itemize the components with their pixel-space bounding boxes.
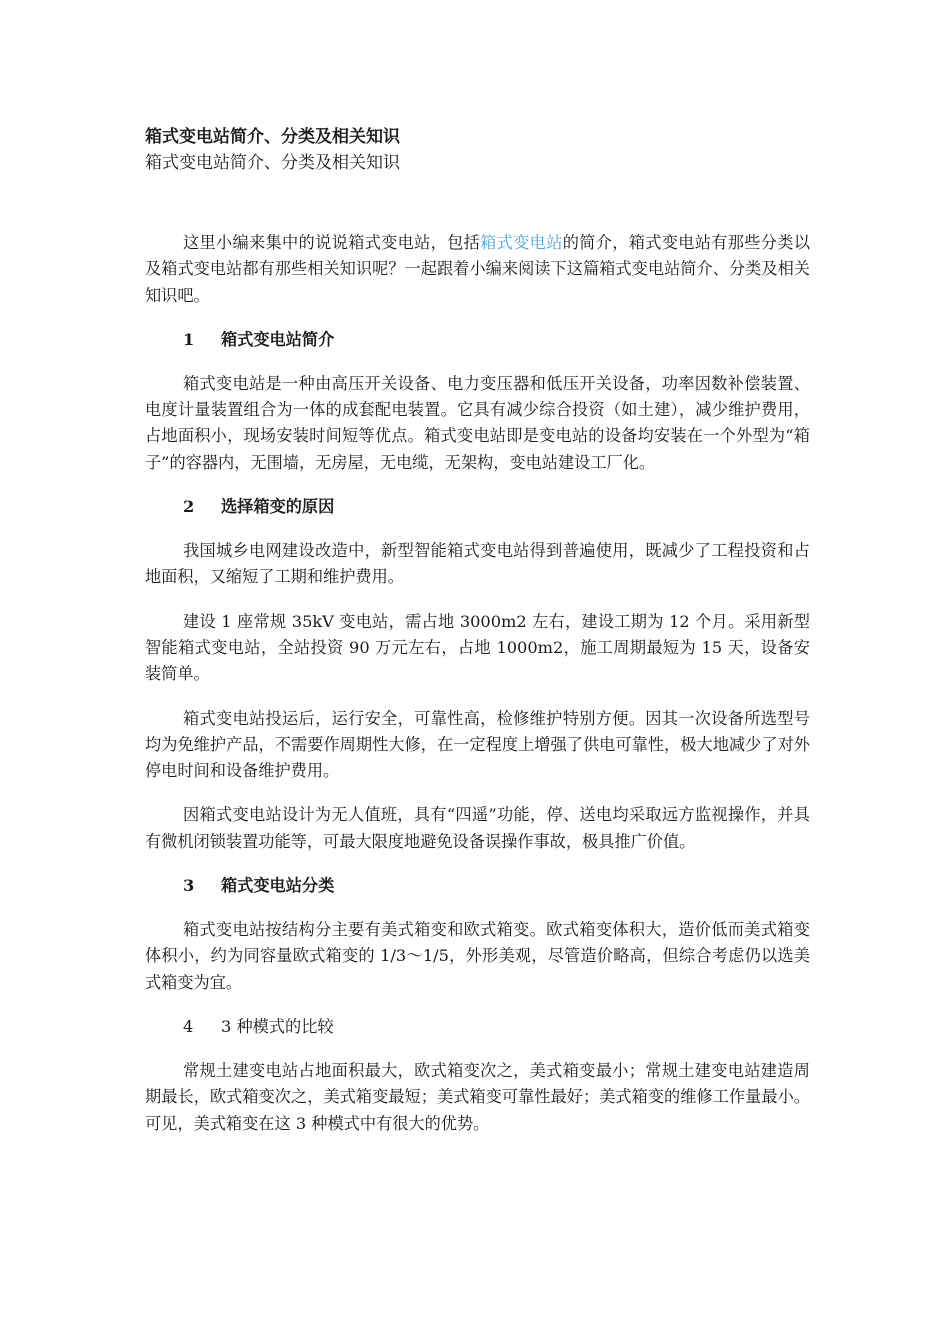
section-1-paragraph-1: 箱式变电站是一种由高压开关设备、电力变压器和低压开关设备，功率因数补偿装置、电度计量装置组合为一体的成套配电装置。它具有减少综合投资（如土建），减少维护费用，占地面积小，现场安装时间短等优点。箱式变电站即是变电站的设备均安装在一个外型为“箱子”的容器内，无围墙，无房屋，无电缆，无架构，变电站建设工厂化。 — [145, 373, 810, 472]
document-title-bold: 箱式变电站简介、分类及相关知识 — [145, 127, 400, 147]
section-1-heading — [145, 327, 810, 353]
section-3-heading — [145, 873, 810, 899]
section-4-paragraph-1: 常规土建变电站占地面积最大，欧式箱变次之，美式箱变最小；常规土建变电站建造周期最长，欧式箱变次之，美式箱变最短；美式箱变可靠性最好；美式箱变的维修工作量最小。可见，美式箱变在这 3 种模式中有很大的优势。 — [145, 1060, 810, 1133]
document-title-plain: 箱式变电站简介、分类及相关知识 — [145, 153, 400, 173]
section-2-paragraph-2: 建设 1 座常规 35kV 变电站，需占地 3000m2 左右，建设工期为 12 个月。采用新型智能箱式变电站，全站投资 90 万元左右，占地 1000m2，施工周期最短为 15 天，设备安装简单。 — [145, 611, 810, 684]
section-4-title: 3 种模式的比较 — [221, 1016, 334, 1036]
intro-text-after-link: 的简介，箱式变电站有那些分类以及箱式变电站都有那些相关知识呢？一起跟着小编来阅读下这篇箱式变电站简介、分类及相关知识吧。 — [145, 233, 811, 305]
intro-text-before-link: 这里小编来集中的说说箱式变电站，包括 — [183, 233, 481, 252]
section-4-number: 4 — [183, 1016, 194, 1036]
section-3-number: 3 — [183, 876, 195, 896]
section-2-paragraph-4: 因箱式变电站设计为无人值班，具有“四遥”功能，停、送电均采取远方监视操作，并具有微机闭锁装置功能等，可最大限度地避免设备误操作事故，极具推广价值。 — [145, 805, 810, 851]
section-2-title: 选择箱变的原因 — [221, 497, 335, 517]
section-2-number: 2 — [183, 497, 195, 517]
section-1-title: 箱式变电站简介 — [221, 329, 335, 349]
intro-paragraph — [145, 230, 810, 309]
section-3-title: 箱式变电站分类 — [221, 876, 335, 896]
section-2-paragraph-1: 我国城乡电网建设改造中，新型智能箱式变电站得到普遍使用，既减少了工程投资和占地面积，又缩短了工期和维护费用。 — [145, 541, 810, 587]
section-2-heading — [145, 494, 810, 520]
intro-link-xiangshibiandianzhan[interactable]: 箱式变电站 — [480, 233, 563, 252]
section-1-number: 1 — [183, 329, 195, 349]
document-page — [145, 124, 810, 1137]
section-3-paragraph-1: 箱式变电站按结构分主要有美式箱变和欧式箱变。欧式箱变体积大，造价低而美式箱变体积小，约为同容量欧式箱变的 1/3～1/5，外形美观，尽管造价略高，但综合考虑仍以选美式箱变为宜。 — [145, 920, 810, 992]
section-2-paragraph-3: 箱式变电站投运后，运行安全，可靠性高，检修维护特别方便。因其一次设备所选型号均为免维护产品，不需要作周期性大修，在一定程度上增强了供电可靠性，极大地减少了对外停电时间和设备维护费用。 — [145, 708, 810, 781]
section-4-heading — [145, 1014, 810, 1040]
